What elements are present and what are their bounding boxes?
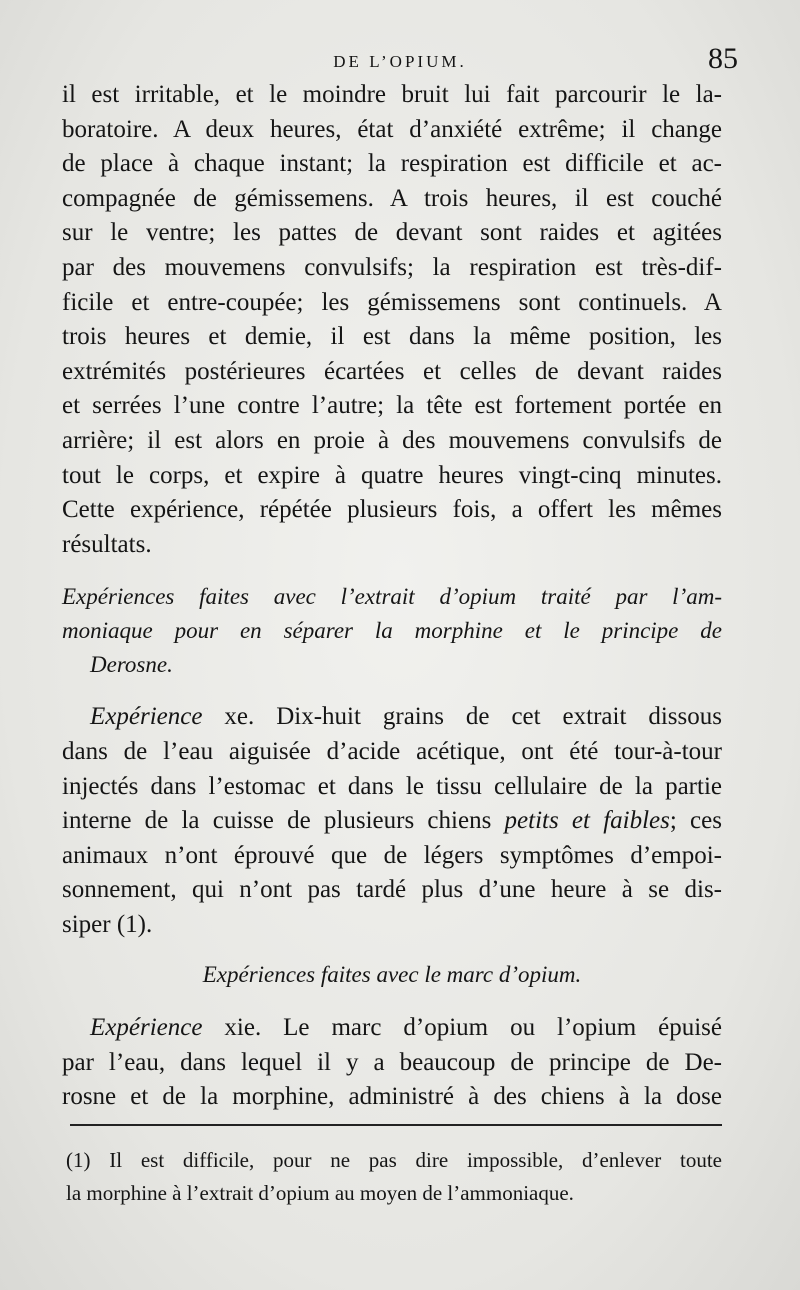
text-line <box>62 700 722 735</box>
text-line: injectés dans l’estomac et dans le tissu cellulaire de la partie <box>62 772 722 800</box>
text-line: extrémités postérieures écartées et celles de devant raides <box>62 357 722 385</box>
text-line: boratoire. A deux heures, état d’anxiété extrême; il change <box>62 115 722 143</box>
paragraph-continuation <box>62 78 722 562</box>
text-line: sur le ventre; les pattes de devant sont raides et agitées <box>62 219 722 247</box>
footnote-line: la morphine à l’extrait d’opium au moyen de l’ammoniaque. <box>66 1181 574 1205</box>
experience-label: Expérience <box>90 703 203 731</box>
experience-numeral: xie. <box>224 1014 262 1042</box>
text-fragment: ; ces <box>669 807 722 835</box>
section-heading-marc: Expériences faites avec le marc d’opium. <box>202 962 582 988</box>
heading-line: Expériences faites avec l’extrait d’opium traité par l’am- <box>62 584 722 610</box>
experience-10-paragraph <box>62 700 722 942</box>
page-number: 85 <box>708 42 738 75</box>
text-line: résultats. <box>62 530 152 558</box>
text-line: compagnée de gémissemens. A trois heures, il est couché <box>62 184 722 212</box>
footnote-line: (1) Il est difficile, pour ne pas dire impossible, d’enlever toute <box>66 1148 722 1172</box>
text-fragment: Dix-huit grains de cet extrait dissous <box>254 703 722 731</box>
text-line: par l’eau, dans lequel il y a beaucoup de principe de De- <box>62 1048 722 1076</box>
text-line: trois heures et demie, il est dans la même position, les <box>62 323 722 351</box>
page-body <box>62 78 722 1115</box>
text-line: tout le corps, et expire à quatre heures vingt-cinq minutes. <box>62 461 722 489</box>
text-line: animaux n’ont éprouvé que de légers symptômes d’empoi- <box>62 841 722 869</box>
text-line: il est irritable, et le moindre bruit lui fait parcourir le la- <box>62 81 722 108</box>
text-line: sonnement, qui n’ont pas tardé plus d’une heure à se dis- <box>62 876 722 904</box>
running-title: DE L’OPIUM. <box>333 52 467 71</box>
experience-label: Expérience <box>90 1014 203 1042</box>
page-header <box>62 42 738 82</box>
text-line: rosne et de la morphine, administré à des chiens à la dose <box>62 1083 722 1111</box>
experience-11-paragraph <box>62 1011 722 1115</box>
text-line: arrière; il est alors en proie à des mouvemens convulsifs de <box>62 426 722 454</box>
heading-line: Derosne. <box>90 652 173 678</box>
text-fragment: Le marc d’opium ou l’opium épuisé <box>261 1014 723 1042</box>
text-line: par des mouvemens convulsifs; la respiration est très-dif- <box>62 253 722 281</box>
text-line: Cette expérience, répétée plusieurs fois, a offert les mêmes <box>62 496 722 524</box>
text-line: de place à chaque instant; la respiration est difficile et ac- <box>62 150 722 178</box>
text-fragment: interne de la cuisse de plusieurs chiens <box>62 807 505 835</box>
section-heading-ammonia-extract <box>62 580 722 682</box>
text-line <box>62 804 722 839</box>
footnote-rule <box>70 1124 722 1126</box>
heading-line: moniaque pour en séparer la morphine et le principe de <box>62 618 722 644</box>
experience-numeral: xe. <box>224 703 255 731</box>
text-line: dans de l’eau aiguisée d’acide acétique, ont été tour-à-tour <box>62 737 722 765</box>
text-line: ficile et entre-coupée; les gémissemens sont continuels. A <box>62 288 722 316</box>
footnote <box>66 1144 722 1210</box>
text-line: et serrées l’une contre l’autre; la tête est fortement portée en <box>62 392 722 420</box>
text-line <box>62 1011 722 1046</box>
emphasis: petits et faibles <box>504 807 670 835</box>
text-line: siper (1). <box>62 910 153 938</box>
